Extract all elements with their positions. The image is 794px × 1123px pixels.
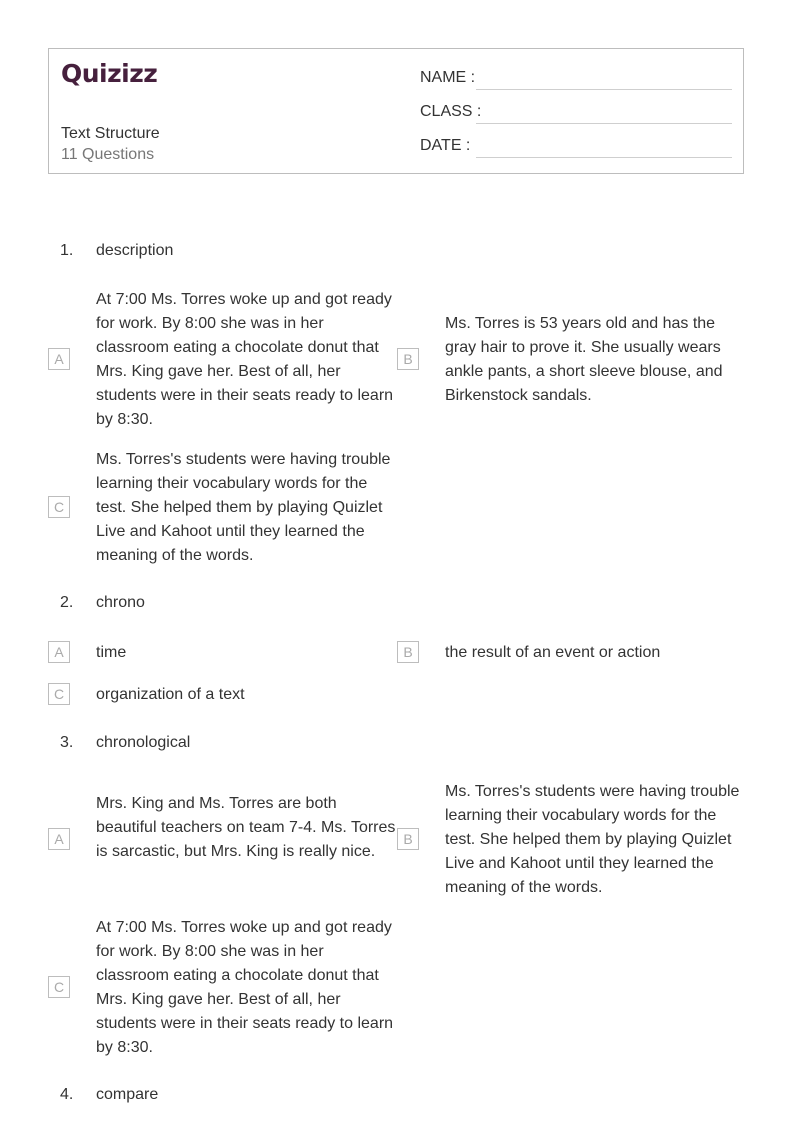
option-box[interactable]: A: [48, 348, 70, 370]
date-label: DATE :: [420, 137, 471, 154]
option-box[interactable]: C: [48, 496, 70, 518]
question-text: chrono: [96, 594, 145, 611]
question-text: compare: [96, 1086, 159, 1103]
name-label: NAME :: [420, 69, 476, 86]
question-count: 11 Questions: [61, 146, 155, 163]
option-box[interactable]: B: [397, 641, 419, 663]
option-text: organization of a text: [96, 686, 245, 703]
option-text: time: [96, 644, 127, 661]
option-text: At 7:00 Ms. Torres woke up and got ready for work. By 8:00 she was in her classroom eating a chocolate donut that Mrs. King gave her. Best of all, her students were in their seats ready to learn by 8:30.: [96, 919, 394, 1056]
class-line[interactable]: [476, 123, 732, 124]
class-label: CLASS :: [420, 103, 482, 120]
option-text: At 7:00 Ms. Torres woke up and got ready for work. By 8:00 she was in her classroom eating a chocolate donut that Mrs. King gave her. Best of all, her students were in their seats ready to learn by 8:30.: [96, 291, 394, 428]
option-box[interactable]: B: [397, 828, 419, 850]
question-number: 4.: [60, 1086, 74, 1103]
date-line[interactable]: [476, 157, 732, 158]
option-text: Mrs. King and Ms. Torres are both beautiful teachers on team 7-4. Ms. Torres is sarcastic, but Mrs. King is really nice.: [96, 795, 396, 860]
question-number: 1.: [60, 242, 74, 259]
option-box[interactable]: B: [397, 348, 419, 370]
worksheet-header: [48, 48, 744, 174]
option-box[interactable]: C: [48, 683, 70, 705]
option-text: Ms. Torres is 53 years old and has the gray hair to prove it. She usually wears ankle pants, a short sleeve blouse, and Birkenstock sandals.: [445, 315, 723, 404]
option-box[interactable]: A: [48, 828, 70, 850]
option-box[interactable]: C: [48, 976, 70, 998]
quizizz-logo: Quizizz: [61, 59, 158, 88]
name-line[interactable]: [476, 89, 732, 90]
option-text: the result of an event or action: [445, 644, 661, 661]
option-text: Ms. Torres's students were having trouble learning their vocabulary words for the test. She helped them by playing Quizlet Live and Kahoot until they learned the meaning of the words.: [96, 451, 391, 564]
question-text: description: [96, 242, 174, 259]
question-number: 2.: [60, 594, 74, 611]
option-text: Ms. Torres's students were having trouble learning their vocabulary words for the test. She helped them by playing Quizlet Live and Kahoot until they learned the meaning of the words.: [445, 783, 740, 896]
question-text: chronological: [96, 734, 191, 751]
worksheet-title: Text Structure: [61, 125, 160, 142]
question-number: 3.: [60, 734, 74, 751]
option-box[interactable]: A: [48, 641, 70, 663]
